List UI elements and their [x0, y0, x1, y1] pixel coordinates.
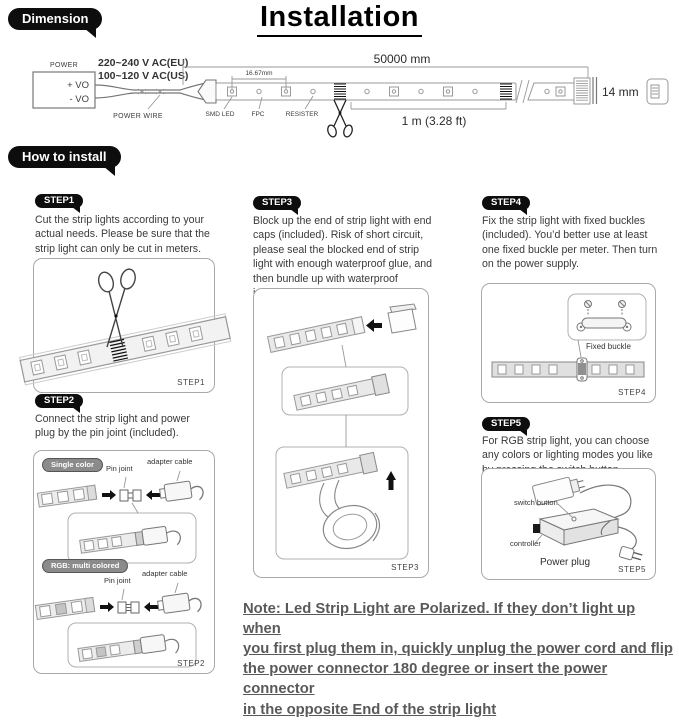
note-line: Note: Led Strip Light are Polarized. If they don’t light up when	[243, 601, 636, 638]
led-strip-fixed	[492, 362, 644, 377]
step3-illustration	[254, 289, 428, 577]
step2-figure	[33, 450, 215, 674]
minus-terminal-label: - VO	[69, 94, 89, 105]
adapter-cable-label: adapter cable	[147, 457, 193, 466]
step5-figure-label: STEP5	[618, 565, 646, 574]
arrow-right-icon	[102, 490, 116, 500]
step5-badge	[482, 417, 530, 431]
controller-icon	[533, 509, 618, 545]
switch-button-icon	[572, 517, 576, 521]
step4-figure-label: STEP4	[618, 388, 646, 397]
step2-badge	[35, 394, 83, 408]
step3-figure-label: STEP3	[391, 563, 419, 572]
power-wire-icon	[95, 80, 216, 109]
connector-nub	[533, 524, 540, 533]
strip-rgb	[35, 597, 94, 619]
polarity-note	[243, 599, 677, 720]
resister-label: RESISTER	[285, 111, 319, 118]
step5-text: For RGB strip light, you can choose any colors or lighting modes you like	[482, 435, 653, 462]
step4-badge-label: STEP4	[491, 197, 522, 208]
strip-single-color	[37, 485, 96, 507]
joined-strip-single	[79, 524, 181, 558]
scissors-icon	[96, 268, 137, 347]
note-line: you first plug them in, quickly unplug the power cord and flip	[243, 641, 673, 658]
note-line: in the opposite End of the strip light	[243, 701, 497, 718]
controller-label: controller	[510, 539, 541, 548]
step1-text: Cut the strip lights according to your actual needs. Please be sure that the strip light can only be cut in meters.	[35, 214, 210, 255]
total-length-label: 50000 mm	[373, 52, 431, 66]
how-to-install-badge	[8, 146, 121, 168]
capped-strip	[283, 452, 377, 490]
step1-figure-label: STEP1	[177, 378, 205, 387]
voltage-us-label: 100~120 V AC(US)	[98, 70, 189, 82]
arrow-left-icon	[146, 490, 160, 500]
adapter-cable-label: adapter cable	[142, 569, 188, 578]
adapter-icon	[159, 479, 204, 505]
fixed-buckle-label: Fixed buckle	[586, 342, 631, 351]
scissors-icon	[326, 100, 353, 138]
tape-roll-icon	[318, 480, 381, 554]
end-connector-icon	[574, 77, 597, 104]
step3-badge	[253, 196, 301, 210]
dimension-badge-label: Dimension	[22, 11, 89, 26]
buckle-icon	[577, 318, 631, 331]
step5-badge-label: STEP5	[491, 418, 522, 429]
power-plug-icon	[619, 546, 643, 563]
step1-figure	[33, 258, 215, 393]
pin-joint-icon	[120, 490, 141, 501]
step4-text: Fix the strip light with fixed buckles (included). You’d better use at least one fixed buckle per meter. Then turn on the power supply.	[482, 215, 658, 271]
end-cap-icon	[388, 304, 416, 333]
power-wire-label: POWER WIRE	[113, 113, 163, 120]
rgb-multi-colored-badge: RGB: multi colored	[42, 559, 128, 573]
dimension-diagram	[10, 47, 670, 142]
power-label: POWER	[50, 62, 78, 69]
cut-unit-label: 1 m (3.28 ft)	[401, 114, 467, 128]
led-strip-icon	[216, 83, 516, 100]
screw-icon	[585, 301, 626, 317]
arrow-up-icon	[386, 471, 396, 490]
arrow-left-icon	[144, 602, 158, 612]
strip-break-icon	[516, 80, 574, 103]
capped-strip	[293, 374, 389, 412]
loose-connector-icon	[647, 79, 668, 104]
plus-terminal-label: + VO	[67, 80, 89, 91]
pitch-label: 16.67mm	[245, 70, 273, 77]
voltage-eu-label: 220~240 V AC(EU)	[98, 57, 189, 69]
step1-badge	[35, 194, 83, 208]
adapter-rgb-icon	[157, 591, 202, 617]
power-plug-label: Power plug	[540, 557, 591, 568]
pin-joint-rgb-icon	[118, 602, 139, 613]
step2-figure-label: STEP2	[177, 659, 205, 668]
step2-badge-label: STEP2	[44, 395, 75, 406]
pin-joint-label: Pin joint	[104, 576, 131, 585]
step3-figure	[253, 288, 429, 578]
single-color-badge: Single color	[42, 458, 103, 472]
smd-led-label: SMD LED	[205, 111, 235, 118]
arrow-right-icon	[100, 602, 114, 612]
joined-strip-rgb	[78, 633, 180, 667]
step1-badge-label: STEP1	[44, 195, 75, 206]
step1-illustration	[34, 259, 214, 392]
step5-figure	[481, 468, 656, 580]
arrow-left-icon	[366, 319, 382, 332]
step2-text: Connect the strip light and power plug by the pin joint (included).	[35, 413, 190, 440]
power-supply-box-icon	[33, 62, 95, 108]
switch-button-label: switch button	[514, 498, 558, 507]
step4-figure	[481, 283, 656, 403]
fpc-label: FPC	[251, 111, 265, 118]
buckle-on-strip-icon	[577, 358, 587, 381]
led-strip-band	[20, 314, 231, 385]
strip-width-label: 14 mm	[602, 85, 639, 99]
page-title	[0, 1, 679, 37]
pin-joint-label: Pin joint	[106, 464, 133, 473]
step3-badge-label: STEP3	[262, 197, 293, 208]
cut-unit-dimension	[351, 102, 506, 128]
strip-end	[268, 317, 365, 353]
step4-badge	[482, 196, 530, 210]
note-line: the power connector 180 degree or insert the power connector	[243, 661, 608, 698]
callout-box	[568, 294, 646, 340]
total-length-dimension	[183, 52, 588, 85]
page-title-text: Installation	[257, 1, 422, 37]
step3-text: Block up the end of strip light with end caps (included). Risk of short circuit, please seal the blocked end of strip light with enough waterproof glue, and then bundle up with waterproof	[253, 215, 433, 285]
how-to-install-label: How to install	[22, 149, 107, 164]
